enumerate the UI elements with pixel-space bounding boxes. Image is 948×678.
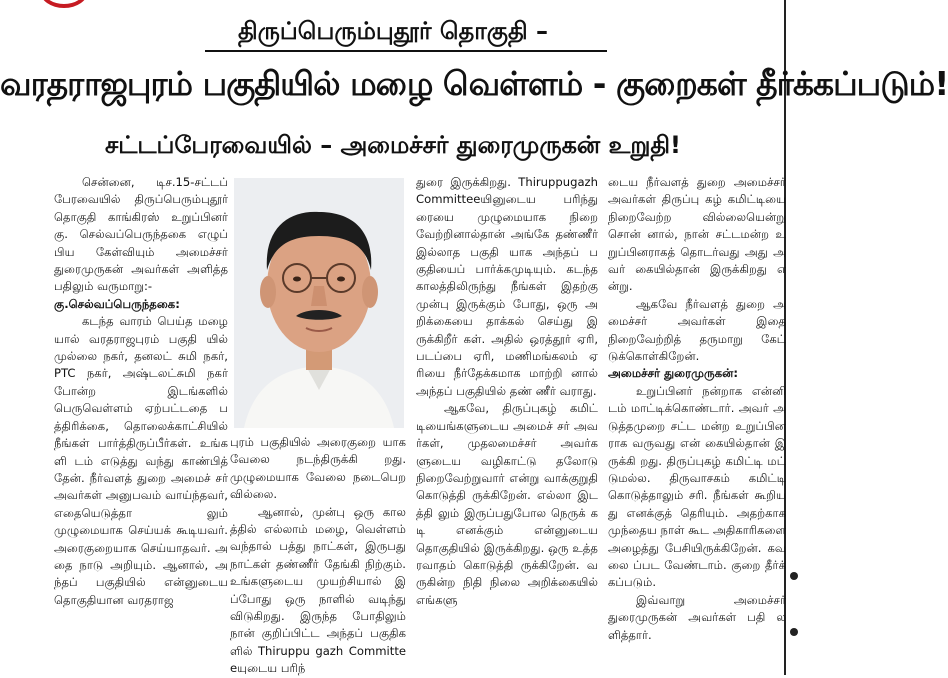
article-paragraph: டைய நீர்வளத் துறை அமைச்சர் அவர்கள் திருப்பு கழ் கமிட்டியை நிறைவேற்ற வில்லையென்று சொன் னால், நான் சட்டமன்ற உறுப்பினராகத் தொடர்வது அது அவர் கையில்தான் இருக்கிறது என்று. xyxy=(608,175,786,294)
portrait-illustration xyxy=(234,178,404,428)
article-paragraph: உறுப்பினர் நன்றாக என்னி டம் மாட்டிக்கொண்டார். அவர் அடுத்தமுறை சட்ட மன்ற உறுப்பினராக வருவது என் கையில்தான் இருக்கி றது. திருப்புகழ் கமிட்டி மட் டுமல்ல. திருவாசகம் கமிட்டி கொடுத்தாலும் சரி. நீங்கள் கூறியது எனக்குத் தெரியும். அதற்காக முந்தைய நாள் கூட அதிகாரிகளை அழைத்து பேசியிருக்கிறேன். கவலை ப்பட வேண்டாம். குறை தீர்க் கப்படும். xyxy=(608,383,786,590)
article-column-2 xyxy=(230,434,406,676)
subheadline: சட்டப்பேரவையில் – அமைச்சர் துரைமுருகன் உறுதி! xyxy=(105,131,681,159)
edge-dot xyxy=(790,628,798,636)
article-paragraph: கடந்த வாரம் பெய்த மழை யால் வரதராஜபுரம் பகுதி யில் முல்லை நகர், தனலட் சுமி நகர், PTC நகர், அஷ்டலட்சுமி நகர் போன்ற இடங்களில் பெருவெள்ளம் ஏற்பட்டதை பத்திரிக்கை, தொலைக்காட்சியில் நீங்கள் பார்த்திருப்பீர்கள். உங்களி டம் எடுத்து வந்து காண்பித் தேன். நீர்வளத் துறை அமைச் சர் அவர்கள் அனுபவம் வாய்ந்தவர், எதையெடுத்தா லும் முழுமையாக செய்யக் கூடியவர். அரைகுறையாக செய்யாதவர். அதை நாடு அறியும். ஆனால், அந்தப் பகுதியில் என்னுடைய தொகுதியான வரதராஜ xyxy=(54,314,228,607)
article-paragraph: சென்னை, டிச.15-சட்டப் பேரவையில் திருப்பெரும்புதூர் தொகுதி காங்கிரஸ் உறுப்பினர் கு. செல்வப்பெருந்தகை எழுப் பிய கேள்வியும் அமைச்சர் துரைமுருகன் அவர்கள் அளித்த பதிலும் வருமாறு:- xyxy=(54,175,228,294)
speaker-label: அமைச்சர் துரைமுருகன்: xyxy=(608,366,739,381)
article-column-4 xyxy=(608,174,786,666)
kicker-title: திருப்பெரும்புதூர் தொகுதி – xyxy=(238,17,548,45)
article-column-1 xyxy=(54,174,228,666)
article-paragraph: புரம் பகுதியில் அரைகுறை யாக வேலை நடந்திருக்கி றது. முழுமையாக வேலை நடைபெறவில்லை. xyxy=(230,435,406,502)
article-paragraph: ஆகவே நீர்வளத் துறை அமைச்சர் அவர்கள் இதை நிறைவேற்றித் தருமாறு கேட் டுக்கொள்கிறேன். xyxy=(608,296,786,364)
kicker-underline xyxy=(205,50,607,52)
speaker-label: கு.செல்வப்பெருந்தகை: xyxy=(54,296,180,311)
headline: வரதராஜபுரம் பகுதியில் மழை வெள்ளம் - குறைகள் தீர்க்கப்படும்! xyxy=(0,64,948,103)
minister-photo xyxy=(234,178,404,428)
article-paragraph: ஆகவே, திருப்புகழ் கமிட் டியைங்களுடைய அமைச் சர் அவர்கள், முதலமைச்சர் அவர்களுடைய வழிகாட்டு தலோடு நிறைவேற்றுவார் என்று வாக்குறுதி கொடுத்தி ருக்கிறேன். எல்லா இடத்தி லும் இருப்பதுபோல நெருக் கடி எனக்கும் என்னுடைய தொகுதியில் இருக்கிறது. ஒரு உத்தரவாதம் கொடுத்தி ருக்கிறேன். வருகின்ற நிதி நிலை அறிக்கையில் எங்களு xyxy=(416,401,598,607)
masthead-ring-fragment xyxy=(40,0,88,8)
article-paragraph: இவ்வாறு அமைச்சர் துரைமுருகன் அவர்கள் பதி லளித்தார். xyxy=(608,592,786,642)
edge-dot xyxy=(790,572,798,580)
article-paragraph: துரை இருக்கிறது. Thiruppugazh Committeeயினுடைய பரிந்து ரையை முழுமையாக நிறை வேற்றினால்தான் அங்கே தண்ணீர் இல்லாத பகுதி யாக அந்தப் பகுதியைப் பார்க்கமுடியும். கடந்த காலத்திலிருந்து நீங்கள் இதற்கு முன்பு இருக்கும் போது, ஒரு அறிக்கையை தாக்கல் செய்து இருக்கிறீர் கள். அதில் ஒரத்தூர் ஏரி, படப்பை ஏரி, மணிமங்கலம் ஏரியை நீர்தேக்கமாக மாற்றி னால் அந்தப் பகுதியில் தண் ணீர் வராது. xyxy=(416,175,598,398)
article-column-3 xyxy=(416,174,598,666)
article-paragraph: ஆனால், முன்பு ஒரு காலத்தில் எல்லாம் மழை, வெள்ளம் வந்தால் பத்து நாட்கள், இருபது நாட்கள் தண்ணீர் தேங்கி நிற்கும். உங்களுடைய முயற்சியால் இப்போது ஒரு நாளில் வடிந்து விடுகிறது. இருந்த போதிலும் நான் குறிப்பிட்ட அந்தப் பகுதிகளில் Thiruppu gazh Committeeயுடைய பரிந் xyxy=(230,504,406,676)
